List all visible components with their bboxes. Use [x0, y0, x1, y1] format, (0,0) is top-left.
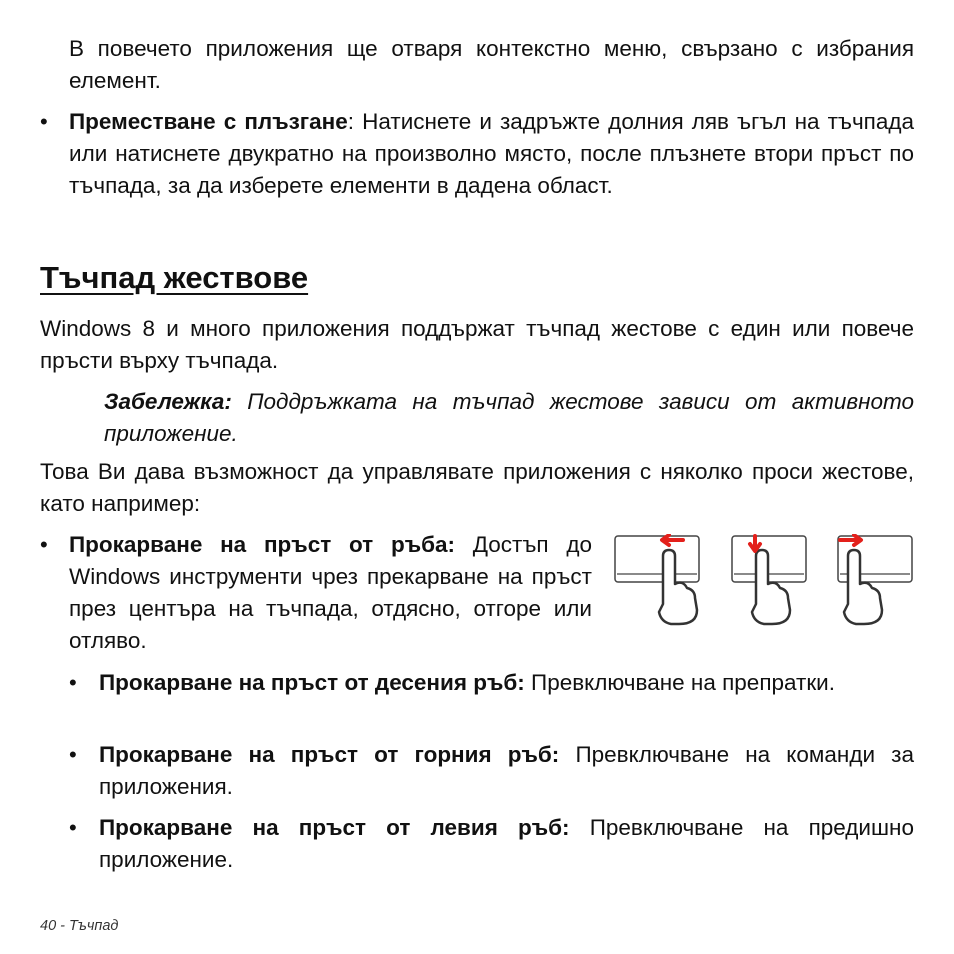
- ability-paragraph: Това Ви дава възможност да управлявате приложения с няколко проси жестове, като например:: [40, 459, 914, 516]
- sub-item-left-edge: [99, 812, 914, 876]
- sub-item-top-edge: [99, 739, 914, 803]
- windows-paragraph: Windows 8 и много приложения поддържат тъчпад жестове с един или повече пръсти върху тъчпада.: [40, 316, 914, 373]
- note-text: Поддръжката на тъчпад жестове зависи от активното приложение.: [104, 389, 914, 446]
- note-label: Забележка:: [104, 389, 232, 414]
- bullet: •: [69, 742, 77, 767]
- bullet: •: [40, 532, 48, 557]
- section-title: Тъчпад жествове: [40, 260, 309, 295]
- page-footer: 40 - Тъчпад: [40, 918, 119, 934]
- sub-item-term: Прокарване на пръст от десения ръб:: [99, 670, 525, 695]
- swipe-text: Достъп до Windows инструменти чрез прекарване на пръст през центъра на тъчпада, отдясно, отгоре или отляво.: [69, 532, 592, 653]
- swipe-from-right-edge-icon: [613, 534, 705, 626]
- bullet: •: [69, 815, 77, 840]
- bullet: •: [69, 670, 77, 695]
- bullet: •: [40, 109, 48, 134]
- drag-item: [69, 106, 914, 202]
- swipe-item: [69, 529, 592, 657]
- note: [104, 386, 914, 450]
- swipe-from-top-edge-icon: [730, 534, 822, 626]
- intro-paragraph: В повечето приложения ще отваря контекстно меню, свързано с избрания елемент.: [69, 36, 914, 93]
- swipe-term: Прокарване на пръст от ръба:: [69, 532, 456, 557]
- sub-item-right-edge: [99, 667, 914, 699]
- sub-item-term: Прокарване на пръст от горния ръб:: [99, 742, 560, 767]
- sub-item-term: Прокарване на пръст от левия ръб:: [99, 815, 570, 840]
- swipe-from-left-edge-icon: [836, 534, 928, 626]
- sub-item-text: Превключване на предишно приложение.: [99, 815, 914, 872]
- drag-term: Преместване с плъзгане: [69, 109, 348, 134]
- sub-item-text: Превключване на команди за приложения.: [99, 742, 915, 799]
- sub-item-text: Превключване на препратки.: [524, 670, 836, 695]
- drag-text: : Натиснете и задръжте долния ляв ъгъл на тъчпада или натиснете двукратно на произволно място, после плъзнете втори пръст по тъчпада, за да изберете елементи в дадена област.: [69, 109, 915, 198]
